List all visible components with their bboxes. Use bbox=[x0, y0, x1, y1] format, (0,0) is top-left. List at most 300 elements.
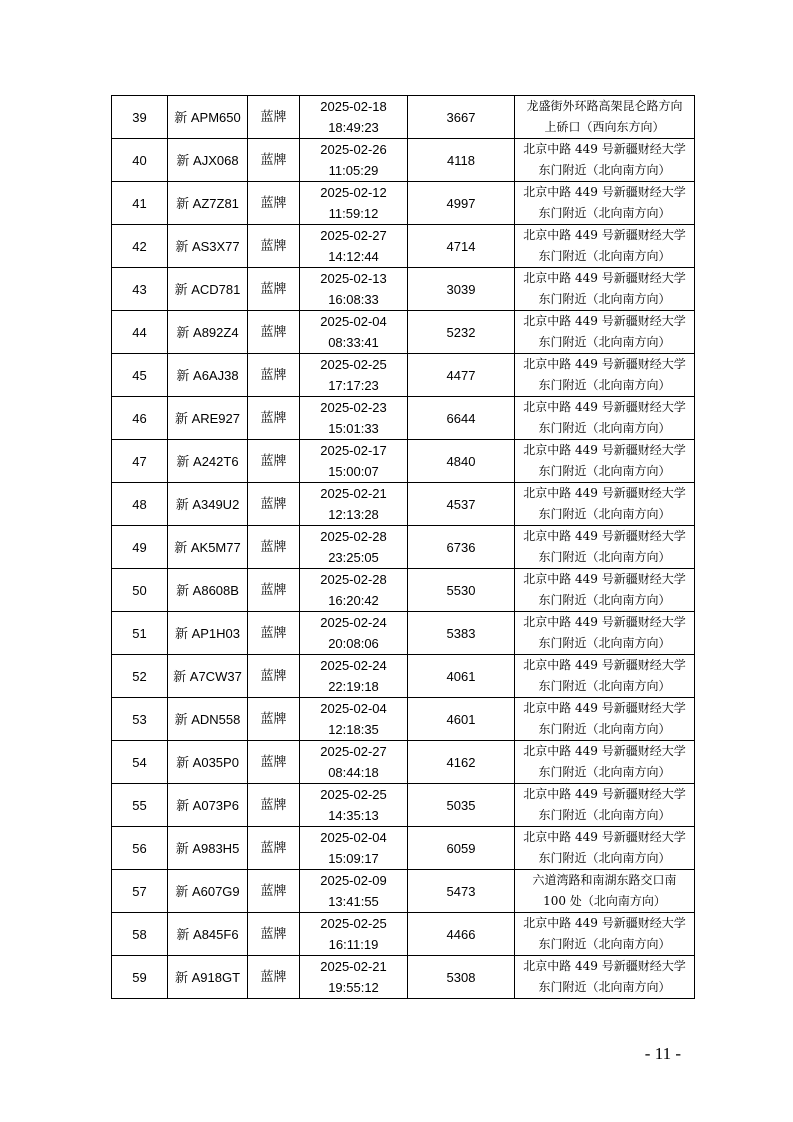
datetime-cell bbox=[300, 268, 408, 311]
record-date: 2025-02-21 bbox=[320, 486, 387, 501]
location-cell bbox=[515, 870, 695, 913]
location-line-1: 北京中路 449 号新疆财经大学 bbox=[523, 142, 686, 156]
location-line-2: 东门附近（北向南方向） bbox=[538, 507, 671, 521]
count-cell bbox=[408, 182, 515, 225]
table-row bbox=[112, 612, 695, 655]
record-count: 4466 bbox=[446, 926, 476, 942]
plate-color: 蓝牌 bbox=[260, 711, 287, 727]
location-line-2: 东门附近（北向南方向） bbox=[538, 636, 671, 650]
record-date: 2025-02-13 bbox=[320, 271, 387, 286]
row-number: 41 bbox=[132, 195, 147, 211]
plate-color: 蓝牌 bbox=[260, 152, 287, 168]
plate-color-cell bbox=[248, 612, 300, 655]
location-line-2: 东门附近（北向南方向） bbox=[538, 980, 671, 994]
row-number: 59 bbox=[132, 969, 147, 985]
plate-color-cell bbox=[248, 741, 300, 784]
plate-color-cell bbox=[248, 311, 300, 354]
plate-color-cell bbox=[248, 225, 300, 268]
plate-number: 新 APM650 bbox=[174, 109, 241, 125]
row-number: 49 bbox=[132, 539, 147, 555]
row-number-cell bbox=[112, 741, 168, 784]
record-date: 2025-02-12 bbox=[320, 185, 387, 200]
plate-number: 新 A035P0 bbox=[176, 754, 239, 770]
plate-color: 蓝牌 bbox=[260, 668, 287, 684]
record-time: 11:05:29 bbox=[328, 163, 379, 178]
plate-number: 新 A6AJ38 bbox=[176, 367, 239, 383]
plate-number: 新 A983H5 bbox=[175, 840, 240, 856]
record-time: 18:49:23 bbox=[328, 120, 379, 135]
location-line-2: 东门附近（北向南方向） bbox=[538, 206, 671, 220]
record-time: 12:18:35 bbox=[328, 722, 379, 737]
record-date: 2025-02-24 bbox=[320, 615, 387, 630]
plate-number: 新 A918GT bbox=[174, 969, 241, 985]
record-date: 2025-02-04 bbox=[320, 701, 387, 716]
plate-color: 蓝牌 bbox=[260, 281, 287, 297]
plate-color: 蓝牌 bbox=[260, 453, 287, 469]
plate-color-cell bbox=[248, 397, 300, 440]
plate-cell bbox=[168, 655, 248, 698]
location-line-1: 龙盛街外环路高架昆仑路方向 bbox=[526, 99, 683, 113]
plate-color: 蓝牌 bbox=[260, 754, 287, 770]
table-row bbox=[112, 440, 695, 483]
record-count: 3039 bbox=[446, 281, 476, 297]
count-cell bbox=[408, 268, 515, 311]
datetime-cell bbox=[300, 526, 408, 569]
record-time: 16:08:33 bbox=[328, 292, 379, 307]
location-cell bbox=[515, 956, 695, 999]
table-row bbox=[112, 870, 695, 913]
count-cell bbox=[408, 483, 515, 526]
record-time: 19:55:12 bbox=[328, 980, 379, 995]
location-line-1: 北京中路 449 号新疆财经大学 bbox=[523, 357, 686, 371]
plate-color-cell bbox=[248, 913, 300, 956]
datetime-cell bbox=[300, 440, 408, 483]
plate-color: 蓝牌 bbox=[260, 109, 287, 125]
plate-color-cell bbox=[248, 483, 300, 526]
row-number-cell bbox=[112, 225, 168, 268]
location-line-1: 北京中路 449 号新疆财经大学 bbox=[523, 529, 686, 543]
row-number-cell bbox=[112, 139, 168, 182]
plate-color: 蓝牌 bbox=[260, 410, 287, 426]
table-row bbox=[112, 354, 695, 397]
record-date: 2025-02-28 bbox=[320, 529, 387, 544]
location-line-1: 北京中路 449 号新疆财经大学 bbox=[523, 959, 686, 973]
count-cell bbox=[408, 440, 515, 483]
record-count: 4477 bbox=[446, 367, 476, 383]
location-line-2: 东门附近（北向南方向） bbox=[538, 163, 671, 177]
record-date: 2025-02-04 bbox=[320, 830, 387, 845]
plate-number: 新 AJX068 bbox=[176, 152, 239, 168]
plate-color-cell bbox=[248, 354, 300, 397]
record-count: 6736 bbox=[446, 539, 476, 555]
record-date: 2025-02-23 bbox=[320, 400, 387, 415]
location-line-1: 北京中路 449 号新疆财经大学 bbox=[523, 314, 686, 328]
row-number: 47 bbox=[132, 453, 147, 469]
table-row bbox=[112, 655, 695, 698]
plate-color: 蓝牌 bbox=[260, 926, 287, 942]
location-line-1: 六道湾路和南湖东路交口南 bbox=[532, 873, 677, 887]
table-row bbox=[112, 698, 695, 741]
location-line-2: 东门附近（北向南方向） bbox=[538, 808, 671, 822]
plate-number: 新 AK5M77 bbox=[174, 539, 241, 555]
plate-number: 新 AP1H03 bbox=[174, 625, 241, 641]
location-cell bbox=[515, 268, 695, 311]
record-count: 4601 bbox=[446, 711, 476, 727]
table-row bbox=[112, 268, 695, 311]
table-row bbox=[112, 741, 695, 784]
row-number-cell bbox=[112, 182, 168, 225]
record-time: 17:17:23 bbox=[328, 378, 379, 393]
record-count: 4162 bbox=[446, 754, 476, 770]
count-cell bbox=[408, 956, 515, 999]
count-cell bbox=[408, 827, 515, 870]
row-number: 45 bbox=[132, 367, 147, 383]
plate-color-cell bbox=[248, 870, 300, 913]
row-number: 43 bbox=[132, 281, 147, 297]
record-time: 14:35:13 bbox=[328, 808, 379, 823]
row-number: 50 bbox=[132, 582, 147, 598]
record-time: 20:08:06 bbox=[328, 636, 379, 651]
plate-cell bbox=[168, 827, 248, 870]
table-row bbox=[112, 139, 695, 182]
plate-cell bbox=[168, 741, 248, 784]
row-number: 51 bbox=[132, 625, 147, 641]
count-cell bbox=[408, 311, 515, 354]
record-time: 08:44:18 bbox=[328, 765, 379, 780]
count-cell bbox=[408, 397, 515, 440]
location-line-2: 东门附近（北向南方向） bbox=[538, 937, 671, 951]
location-line-1: 北京中路 449 号新疆财经大学 bbox=[523, 443, 686, 457]
location-cell bbox=[515, 526, 695, 569]
datetime-cell bbox=[300, 311, 408, 354]
datetime-cell bbox=[300, 354, 408, 397]
record-count: 4714 bbox=[446, 238, 476, 254]
record-count: 6644 bbox=[446, 410, 476, 426]
record-time: 15:09:17 bbox=[328, 851, 379, 866]
plate-color-cell bbox=[248, 182, 300, 225]
location-line-2: 东门附近（北向南方向） bbox=[538, 722, 671, 736]
location-line-1: 北京中路 449 号新疆财经大学 bbox=[523, 400, 686, 414]
location-cell bbox=[515, 397, 695, 440]
count-cell bbox=[408, 784, 515, 827]
record-time: 12:13:28 bbox=[328, 507, 379, 522]
datetime-cell bbox=[300, 913, 408, 956]
plate-number: 新 A7CW37 bbox=[173, 668, 242, 684]
location-line-1: 北京中路 449 号新疆财经大学 bbox=[523, 744, 686, 758]
location-cell bbox=[515, 225, 695, 268]
location-cell bbox=[515, 139, 695, 182]
table-row bbox=[112, 827, 695, 870]
plate-color: 蓝牌 bbox=[260, 969, 287, 985]
plate-cell bbox=[168, 483, 248, 526]
count-cell bbox=[408, 741, 515, 784]
table-row bbox=[112, 526, 695, 569]
count-cell bbox=[408, 139, 515, 182]
plate-cell bbox=[168, 182, 248, 225]
location-line-1: 北京中路 449 号新疆财经大学 bbox=[523, 271, 686, 285]
record-count: 5530 bbox=[446, 582, 476, 598]
table-row bbox=[112, 784, 695, 827]
location-line-2: 东门附近（北向南方向） bbox=[538, 593, 671, 607]
row-number-cell bbox=[112, 96, 168, 139]
location-line-2: 东门附近（北向南方向） bbox=[538, 550, 671, 564]
record-date: 2025-02-09 bbox=[320, 873, 387, 888]
datetime-cell bbox=[300, 397, 408, 440]
plate-cell bbox=[168, 139, 248, 182]
row-number: 57 bbox=[132, 883, 147, 899]
record-date: 2025-02-25 bbox=[320, 916, 387, 931]
row-number: 39 bbox=[132, 109, 147, 125]
location-line-1: 北京中路 449 号新疆财经大学 bbox=[523, 658, 686, 672]
plate-color: 蓝牌 bbox=[260, 797, 287, 813]
location-line-2: 东门附近（北向南方向） bbox=[538, 421, 671, 435]
record-date: 2025-02-17 bbox=[320, 443, 387, 458]
record-time: 14:12:44 bbox=[328, 249, 379, 264]
location-line-2: 东门附近（北向南方向） bbox=[538, 679, 671, 693]
row-number: 48 bbox=[132, 496, 147, 512]
location-line-1: 北京中路 449 号新疆财经大学 bbox=[523, 615, 686, 629]
plate-cell bbox=[168, 612, 248, 655]
plate-cell bbox=[168, 569, 248, 612]
location-line-2: 东门附近（北向南方向） bbox=[538, 378, 671, 392]
record-time: 16:20:42 bbox=[328, 593, 379, 608]
plate-cell bbox=[168, 354, 248, 397]
plate-color-cell bbox=[248, 569, 300, 612]
plate-cell bbox=[168, 870, 248, 913]
plate-color-cell bbox=[248, 440, 300, 483]
count-cell bbox=[408, 96, 515, 139]
record-count: 4061 bbox=[446, 668, 476, 684]
table-row bbox=[112, 913, 695, 956]
plate-cell bbox=[168, 397, 248, 440]
record-count: 4118 bbox=[447, 152, 475, 168]
datetime-cell bbox=[300, 655, 408, 698]
table-row bbox=[112, 483, 695, 526]
datetime-cell bbox=[300, 784, 408, 827]
location-line-1: 北京中路 449 号新疆财经大学 bbox=[523, 185, 686, 199]
plate-color-cell bbox=[248, 956, 300, 999]
location-line-2: 东门附近（北向南方向） bbox=[538, 292, 671, 306]
row-number: 54 bbox=[132, 754, 147, 770]
row-number: 40 bbox=[132, 152, 147, 168]
count-cell bbox=[408, 354, 515, 397]
plate-number: 新 AZ7Z81 bbox=[176, 195, 239, 211]
location-line-2: 东门附近（北向南方向） bbox=[538, 851, 671, 865]
location-cell bbox=[515, 483, 695, 526]
record-count: 5035 bbox=[446, 797, 476, 813]
row-number: 53 bbox=[132, 711, 147, 727]
plate-color: 蓝牌 bbox=[260, 625, 287, 641]
plate-number: 新 A845F6 bbox=[176, 926, 239, 942]
record-count: 5473 bbox=[446, 883, 476, 899]
count-cell bbox=[408, 526, 515, 569]
plate-color: 蓝牌 bbox=[260, 324, 287, 340]
plate-color: 蓝牌 bbox=[260, 582, 287, 598]
plate-number: 新 ARE927 bbox=[174, 410, 241, 426]
plate-number: 新 A8608B bbox=[176, 582, 239, 598]
table-row bbox=[112, 956, 695, 999]
record-date: 2025-02-25 bbox=[320, 357, 387, 372]
row-number-cell bbox=[112, 440, 168, 483]
plate-color-cell bbox=[248, 526, 300, 569]
datetime-cell bbox=[300, 225, 408, 268]
row-number-cell bbox=[112, 698, 168, 741]
record-count: 5232 bbox=[446, 324, 476, 340]
plate-cell bbox=[168, 913, 248, 956]
record-count: 6059 bbox=[446, 840, 476, 856]
datetime-cell bbox=[300, 139, 408, 182]
location-cell bbox=[515, 913, 695, 956]
count-cell bbox=[408, 655, 515, 698]
plate-cell bbox=[168, 96, 248, 139]
plate-color-cell bbox=[248, 139, 300, 182]
location-line-1: 北京中路 449 号新疆财经大学 bbox=[523, 916, 686, 930]
plate-number: 新 ADN558 bbox=[174, 711, 241, 727]
row-number: 44 bbox=[132, 324, 147, 340]
plate-color-cell bbox=[248, 784, 300, 827]
plate-cell bbox=[168, 526, 248, 569]
plate-number: 新 ACD781 bbox=[174, 281, 241, 297]
datetime-cell bbox=[300, 741, 408, 784]
record-time: 11:59:12 bbox=[328, 206, 379, 221]
location-cell bbox=[515, 741, 695, 784]
plate-number: 新 A349U2 bbox=[175, 496, 240, 512]
location-line-1: 北京中路 449 号新疆财经大学 bbox=[523, 572, 686, 586]
count-cell bbox=[408, 569, 515, 612]
location-cell bbox=[515, 440, 695, 483]
record-count: 5308 bbox=[446, 969, 476, 985]
record-date: 2025-02-27 bbox=[320, 228, 387, 243]
location-cell bbox=[515, 655, 695, 698]
row-number: 46 bbox=[132, 410, 147, 426]
record-time: 23:25:05 bbox=[328, 550, 379, 565]
record-time: 22:19:18 bbox=[328, 679, 379, 694]
plate-color: 蓝牌 bbox=[260, 883, 287, 899]
plate-cell bbox=[168, 225, 248, 268]
record-date: 2025-02-25 bbox=[320, 787, 387, 802]
plate-color-cell bbox=[248, 655, 300, 698]
plate-cell bbox=[168, 311, 248, 354]
row-number-cell bbox=[112, 268, 168, 311]
record-date: 2025-02-26 bbox=[320, 142, 387, 157]
row-number-cell bbox=[112, 569, 168, 612]
record-count: 3667 bbox=[446, 109, 476, 125]
record-date: 2025-02-24 bbox=[320, 658, 387, 673]
plate-color: 蓝牌 bbox=[260, 496, 287, 512]
record-count: 5383 bbox=[446, 625, 476, 641]
plate-cell bbox=[168, 440, 248, 483]
location-line-1: 北京中路 449 号新疆财经大学 bbox=[523, 787, 686, 801]
location-line-2: 上硚口（西向东方向） bbox=[544, 120, 665, 134]
table-row bbox=[112, 182, 695, 225]
datetime-cell bbox=[300, 698, 408, 741]
table-row bbox=[112, 397, 695, 440]
count-cell bbox=[408, 612, 515, 655]
location-line-1: 北京中路 449 号新疆财经大学 bbox=[523, 486, 686, 500]
row-number-cell bbox=[112, 354, 168, 397]
plate-number: 新 A242T6 bbox=[176, 453, 239, 469]
record-date: 2025-02-28 bbox=[320, 572, 387, 587]
location-line-2: 100 处（北向南方向） bbox=[543, 894, 666, 908]
plate-cell bbox=[168, 268, 248, 311]
record-time: 08:33:41 bbox=[328, 335, 379, 350]
row-number: 55 bbox=[132, 797, 147, 813]
row-number-cell bbox=[112, 397, 168, 440]
row-number-cell bbox=[112, 784, 168, 827]
row-number-cell bbox=[112, 870, 168, 913]
row-number-cell bbox=[112, 483, 168, 526]
plate-number: 新 A073P6 bbox=[176, 797, 239, 813]
datetime-cell bbox=[300, 182, 408, 225]
plate-cell bbox=[168, 784, 248, 827]
plate-color-cell bbox=[248, 698, 300, 741]
row-number-cell bbox=[112, 526, 168, 569]
plate-color: 蓝牌 bbox=[260, 367, 287, 383]
location-cell bbox=[515, 827, 695, 870]
location-line-1: 北京中路 449 号新疆财经大学 bbox=[523, 830, 686, 844]
record-count: 4997 bbox=[446, 195, 476, 211]
plate-color-cell bbox=[248, 268, 300, 311]
table-row bbox=[112, 225, 695, 268]
violation-records-table bbox=[111, 95, 695, 999]
record-date: 2025-02-04 bbox=[320, 314, 387, 329]
location-cell bbox=[515, 784, 695, 827]
row-number-cell bbox=[112, 612, 168, 655]
location-cell bbox=[515, 698, 695, 741]
datetime-cell bbox=[300, 96, 408, 139]
location-line-2: 东门附近（北向南方向） bbox=[538, 335, 671, 349]
plate-cell bbox=[168, 698, 248, 741]
location-cell bbox=[515, 569, 695, 612]
datetime-cell bbox=[300, 612, 408, 655]
row-number-cell bbox=[112, 956, 168, 999]
record-time: 13:41:55 bbox=[328, 894, 379, 909]
record-count: 4840 bbox=[446, 453, 476, 469]
datetime-cell bbox=[300, 569, 408, 612]
count-cell bbox=[408, 225, 515, 268]
row-number: 56 bbox=[132, 840, 147, 856]
location-cell bbox=[515, 311, 695, 354]
table-row bbox=[112, 311, 695, 354]
record-date: 2025-02-27 bbox=[320, 744, 387, 759]
record-date: 2025-02-21 bbox=[320, 959, 387, 974]
location-line-2: 东门附近（北向南方向） bbox=[538, 464, 671, 478]
records-table-body bbox=[112, 96, 695, 999]
datetime-cell bbox=[300, 827, 408, 870]
row-number: 52 bbox=[132, 668, 147, 684]
location-cell bbox=[515, 96, 695, 139]
plate-color: 蓝牌 bbox=[260, 195, 287, 211]
plate-color: 蓝牌 bbox=[260, 539, 287, 555]
count-cell bbox=[408, 698, 515, 741]
record-time: 15:00:07 bbox=[328, 464, 379, 479]
row-number-cell bbox=[112, 913, 168, 956]
plate-color: 蓝牌 bbox=[260, 238, 287, 254]
location-cell bbox=[515, 612, 695, 655]
datetime-cell bbox=[300, 483, 408, 526]
datetime-cell bbox=[300, 870, 408, 913]
table-row bbox=[112, 569, 695, 612]
row-number-cell bbox=[112, 311, 168, 354]
datetime-cell bbox=[300, 956, 408, 999]
count-cell bbox=[408, 913, 515, 956]
row-number-cell bbox=[112, 827, 168, 870]
table-row bbox=[112, 96, 695, 139]
location-line-2: 东门附近（北向南方向） bbox=[538, 249, 671, 263]
count-cell bbox=[408, 870, 515, 913]
record-time: 15:01:33 bbox=[328, 421, 379, 436]
row-number: 42 bbox=[132, 238, 147, 254]
